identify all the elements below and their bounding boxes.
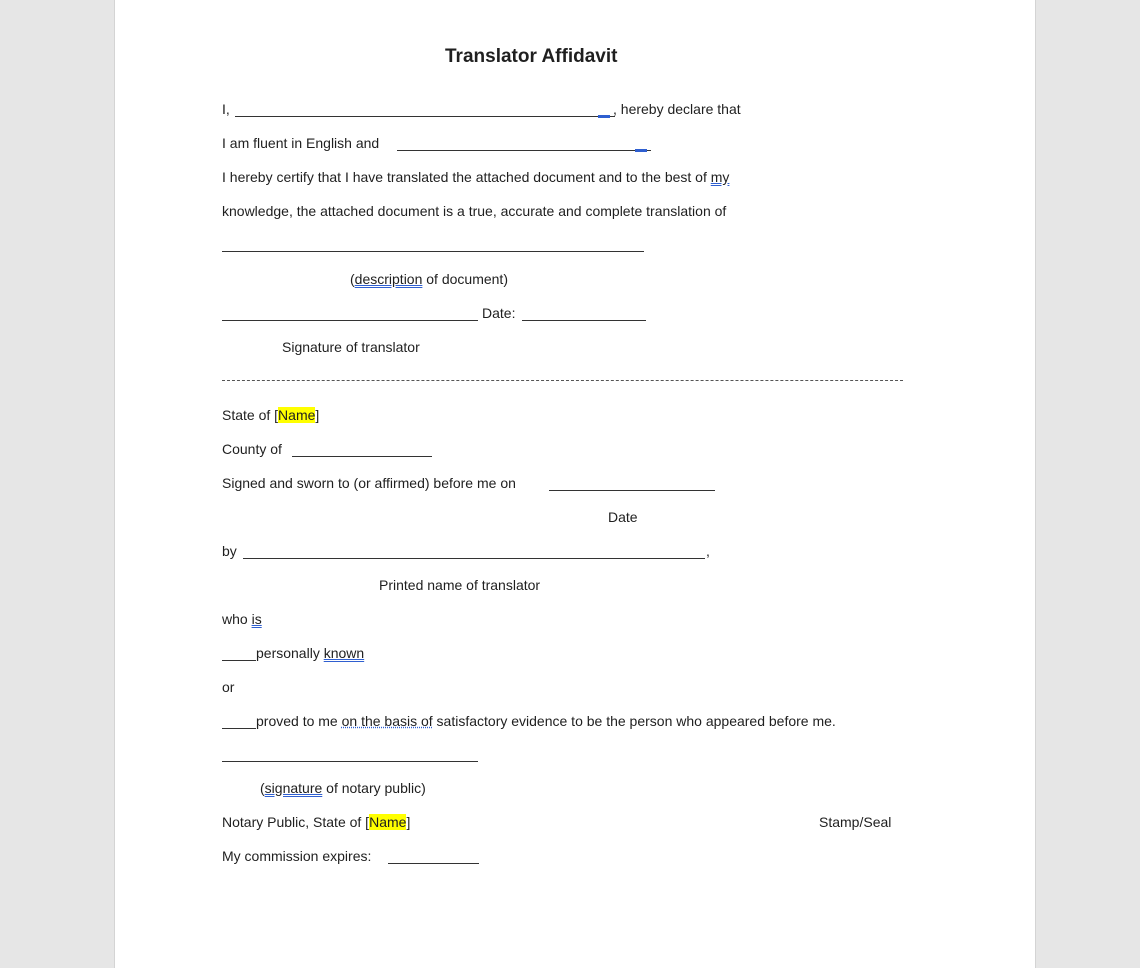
commission-label: My commission expires:	[222, 848, 372, 864]
language-blank[interactable]	[397, 150, 651, 151]
description-caption: (description of document)	[350, 271, 508, 287]
personally-known-checkbox-blank[interactable]	[222, 660, 256, 661]
personally-known-text: personally known	[256, 645, 365, 661]
declare-text: , hereby declare that	[613, 101, 741, 117]
date-caption: Date	[608, 509, 638, 525]
fluent-text: I am fluent in English and	[222, 135, 380, 151]
proved-evidence-text: proved to me on the basis of satisfactory evidence to be the person who appeared before me.	[256, 713, 836, 729]
grammar-mark	[598, 115, 610, 118]
notary-signature-blank[interactable]	[222, 761, 478, 762]
translator-signature-blank[interactable]	[222, 320, 478, 321]
sworn-date-blank[interactable]	[549, 490, 715, 491]
by-label: by	[222, 543, 237, 559]
section-divider	[222, 380, 903, 381]
knowledge-text: knowledge, the attached document is a true, accurate and complete translation of	[222, 203, 727, 219]
proved-evidence-checkbox-blank[interactable]	[222, 728, 256, 729]
translator-date-blank[interactable]	[522, 320, 646, 321]
date-label: Date:	[482, 305, 516, 321]
printed-name-caption: Printed name of translator	[379, 577, 541, 593]
stamp-seal-label: Stamp/Seal	[819, 814, 892, 830]
translator-printed-name-blank[interactable]	[243, 558, 705, 559]
by-comma: ,	[706, 543, 710, 559]
declarant-name-blank[interactable]	[235, 116, 615, 117]
document-description-blank[interactable]	[222, 251, 644, 252]
signature-translator-caption: Signature of translator	[282, 339, 420, 355]
who-is-text: who is	[222, 611, 262, 627]
notary-state-line: Notary Public, State of [Name]	[222, 814, 411, 830]
certify-text: I hereby certify that I have translated the attached document and to the best of my	[222, 169, 730, 185]
county-label: County of	[222, 441, 282, 457]
county-blank[interactable]	[292, 456, 432, 457]
notary-signature-caption: (signature of notary public)	[260, 780, 426, 796]
or-text: or	[222, 679, 235, 695]
grammar-mark	[635, 149, 647, 152]
document-title: Translator Affidavit	[445, 46, 618, 67]
declarant-prefix: I,	[222, 101, 230, 117]
commission-expiry-blank[interactable]	[388, 863, 479, 864]
state-line: State of [Name]	[222, 407, 320, 423]
signed-sworn-text: Signed and sworn to (or affirmed) before me on	[222, 475, 516, 491]
document-page	[114, 0, 1036, 968]
